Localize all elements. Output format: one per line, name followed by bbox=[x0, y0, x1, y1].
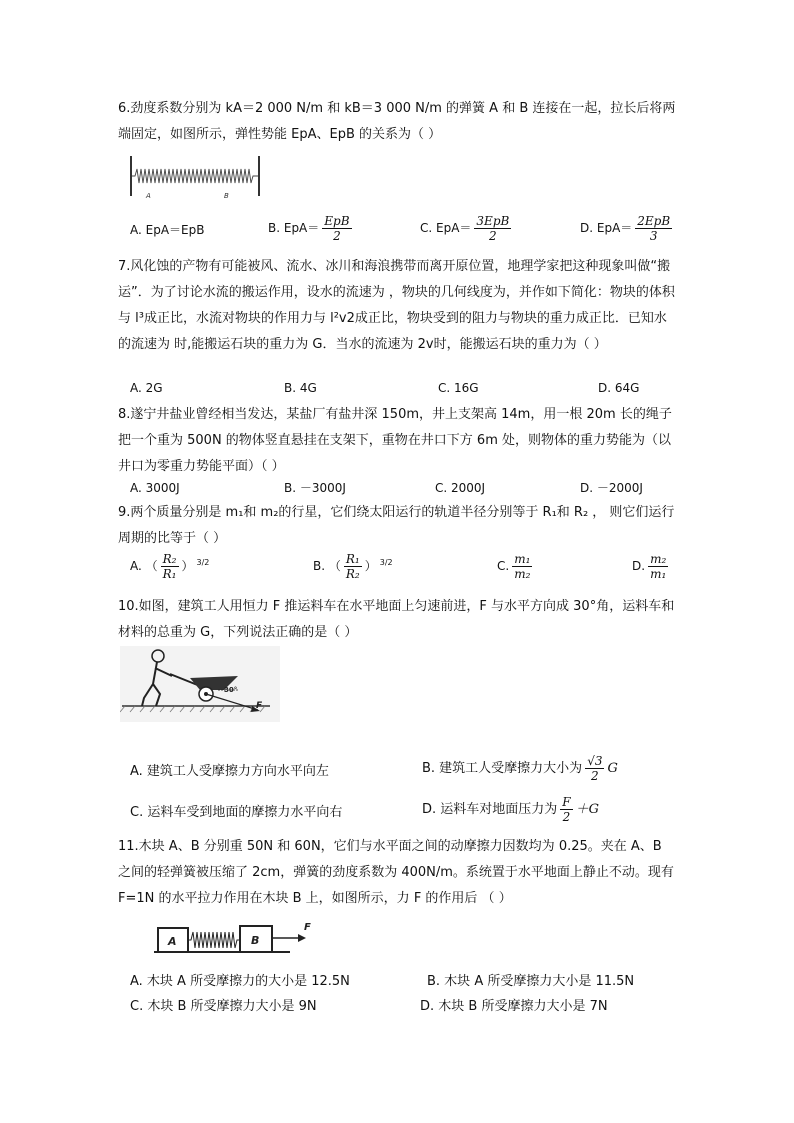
q11-option-d: D. 木块 B 所受摩擦力大小是 7N bbox=[420, 999, 608, 1014]
q7-option-d: D. 64G bbox=[598, 381, 640, 395]
q7-option-b: B. 4G bbox=[284, 381, 317, 395]
question-7-text: 7.风化蚀的产物有可能被风、流水、冰川和海浪携带而离开原位置，地理学家把这种现象叫做“搬运”．为了讨论水流的搬运作用，设水的流速为 ，物块的几何线度为，并作如下简化：物块的体积与 l³成正比，水流对物块的作用力与 l²v2成正比，物块受到的阻力与物块的重力成正比．已知水的流速为 时,能搬运石块的重力为 G．当水的流速为 2v时，能搬运石块的重力为（ ） bbox=[118, 259, 675, 352]
question-9-text: 9.两个质量分别是 m₁和 m₂的行星，它们绕太阳运行的轨道半径分别等于 R₁和 R₂ ， 则它们运行周期的比等于（ ） bbox=[118, 505, 675, 546]
q6-label-a: A bbox=[146, 192, 151, 200]
q8-option-a: A. 3000J bbox=[130, 481, 180, 495]
q10-angle-label: 30° bbox=[224, 686, 238, 694]
question-6-text: 6.劲度系数分别为 kA＝2 000 N/m 和 kB＝3 000 N/m 的弹簧 A 和 B 连接在一起，拉长后将两端固定，如图所示，弹性势能 EpA、EpB 的关系为（ ） bbox=[118, 101, 676, 142]
question-11-text: 11.木块 A、B 分别重 50N 和 60N，它们与水平面之间的动摩擦力因数均为 0.25。夹在 A、B 之间的轻弹簧被压缩了 2cm，弹簧的劲度系数为 400N/m。系统置于水平地面上静止不动。现有 F=1N 的水平拉力作用在木块 B 上，如图所示，力 F 的作用后 （ ） bbox=[118, 839, 674, 906]
q11-blocks-figure bbox=[150, 918, 320, 960]
q11-label-b: B bbox=[251, 934, 260, 947]
q10-option-d: D. 运料车对地面压力为 $\frac{F}{2}$ ＋G bbox=[422, 795, 599, 824]
q11-label-a: A bbox=[168, 935, 177, 948]
q6-option-a: A. EpA＝EpB bbox=[130, 223, 205, 237]
q11-option-b: B. 木块 A 所受摩擦力大小是 11.5N bbox=[427, 974, 635, 989]
q6-option-d: D. EpA＝ $\frac{\text{2EpB}}{3}$ bbox=[580, 214, 671, 243]
question-10-text: 10.如图，建筑工人用恒力 F 推运料车在水平地面上匀速前进，F 与水平方向成 30°角，运料车和材料的总重为 G，下列说法正确的是（ ） bbox=[118, 599, 675, 640]
q9-option-d: D. $\frac{\text{m₂}}{\text{m₁}}$ bbox=[632, 552, 667, 581]
q6-spring-figure bbox=[128, 154, 263, 200]
q8-option-d: D. －2000J bbox=[580, 481, 643, 495]
q11-option-a: A. 木块 A 所受摩擦力的大小是 12.5N bbox=[130, 974, 350, 989]
q9-option-a: A. （ $\frac{\text{R₂}}{\text{R₁}}$ ） $^{3/2}$ bbox=[130, 552, 210, 581]
q6-option-c: C. EpA＝ $\frac{\text{3EpB}}{2}$ bbox=[420, 214, 510, 243]
q6-label-b: B bbox=[224, 192, 229, 200]
q10-option-b: B. 建筑工人受摩擦力大小为 $\frac{√3}{2}$ G bbox=[422, 754, 618, 783]
q8-option-c: C. 2000J bbox=[435, 481, 486, 495]
q11-force-label: F bbox=[304, 922, 311, 933]
q11-option-c: C. 木块 B 所受摩擦力大小是 9N bbox=[130, 999, 317, 1014]
q10-wheelbarrow-figure bbox=[120, 646, 280, 722]
q10-force-label: F bbox=[256, 701, 263, 711]
q8-option-b: B. －3000J bbox=[284, 481, 346, 495]
q9-option-b: B. （ $\frac{\text{R₁}}{\text{R₂}}$ ） $^{3/2}$ bbox=[313, 552, 393, 581]
q10-option-c: C. 运料车受到地面的摩擦力水平向右 bbox=[130, 805, 343, 820]
q6-option-b: B. EpA＝ $\frac{\text{EpB}}{2}$ bbox=[268, 214, 350, 243]
q9-option-c: C. $\frac{\text{m₁}}{\text{m₂}}$ bbox=[497, 552, 531, 581]
question-8-text: 8.遂宁井盐业曾经相当发达，某盐厂有盐井深 150m，井上支架高 14m，用一根 20m 长的绳子把一个重为 500N 的物体竖直悬挂在支架下，重物在井口下方 6m 处，则物体的重力势能为（以井口为零重力势能平面）（ ） bbox=[118, 407, 672, 474]
q7-option-c: C. 16G bbox=[438, 381, 479, 395]
q10-option-a: A. 建筑工人受摩擦力方向水平向左 bbox=[130, 764, 329, 779]
q7-option-a: A. 2G bbox=[130, 381, 163, 395]
